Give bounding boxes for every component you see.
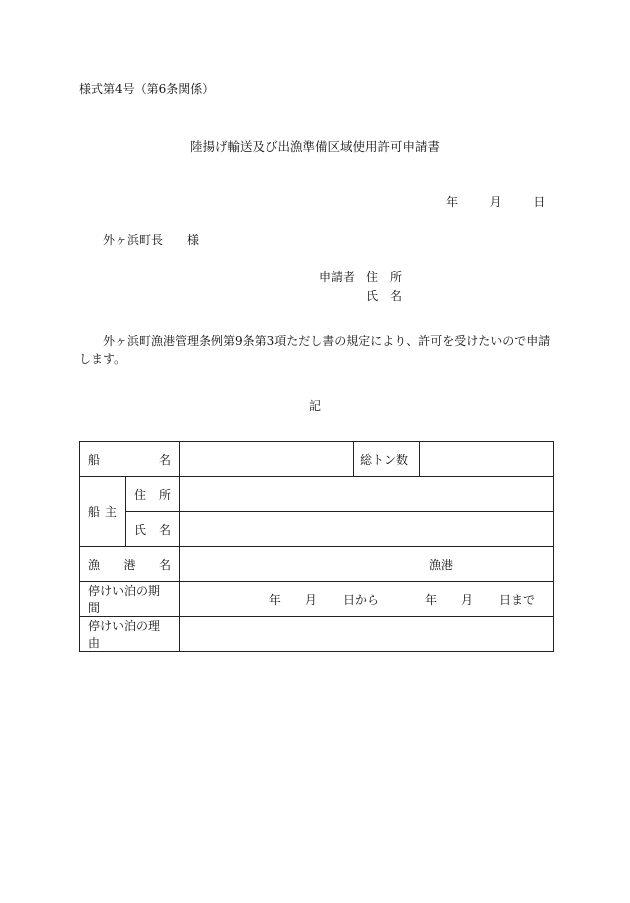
period-from-month: 月 (304, 592, 317, 607)
date-day: 日 (533, 195, 546, 209)
mooring-reason-field[interactable] (180, 617, 554, 652)
applicant-name-label: 氏 名 (366, 289, 403, 303)
application-table (79, 441, 554, 652)
owner-name-field[interactable] (180, 512, 554, 547)
row-owner-name (80, 512, 554, 547)
mooring-period-label: 停けい泊の期間 (80, 582, 180, 617)
mooring-reason-label: 停けい泊の理由 (80, 617, 180, 652)
ship-name-field[interactable] (180, 442, 354, 477)
period-to-year: 年 (424, 592, 437, 607)
period-from-year: 年 (268, 592, 281, 607)
fishing-port-field[interactable] (180, 547, 554, 582)
row-mooring-reason (80, 617, 554, 652)
ship-name-label: 船 名 (80, 442, 180, 477)
owner-address-label: 住 所 (126, 477, 180, 512)
owner-address-field[interactable] (180, 477, 554, 512)
gross-tonnage-field[interactable] (420, 442, 554, 477)
date-line (446, 193, 545, 210)
owner-name-label: 氏 名 (126, 512, 180, 547)
document-title: 陸揚げ輸送及び出漁準備区域使用許可申請書 (189, 139, 440, 154)
ki-heading: 記 (308, 399, 321, 413)
period-to-month: 月 (460, 592, 473, 607)
form-number: 様式第4号（第6条関係） (79, 82, 215, 96)
applicant-label: 申請者 (319, 270, 356, 284)
row-ship-name (80, 442, 554, 477)
fishing-port-label: 漁 港 名 (80, 547, 180, 582)
period-to-day: 日まで (498, 592, 535, 607)
ship-owner-label: 船 主 (80, 477, 126, 547)
date-month: 月 (489, 195, 502, 209)
gross-tonnage-label: 総トン数 (354, 442, 420, 477)
date-year: 年 (446, 195, 459, 209)
row-mooring-period (80, 582, 554, 617)
application-statement: 外ヶ浜町漁港管理条例第9条第3項ただし書の規定により、許可を受けたいので申請します。 (79, 334, 551, 366)
row-fishing-port (80, 547, 554, 582)
period-from-day: 日から (342, 592, 379, 607)
row-owner-address (80, 477, 554, 512)
applicant-address-label: 住 所 (366, 270, 403, 284)
addressee: 外ヶ浜町長 様 (103, 233, 200, 247)
fishing-port-suffix: 漁港 (428, 557, 453, 572)
mooring-period-field[interactable] (180, 582, 554, 617)
